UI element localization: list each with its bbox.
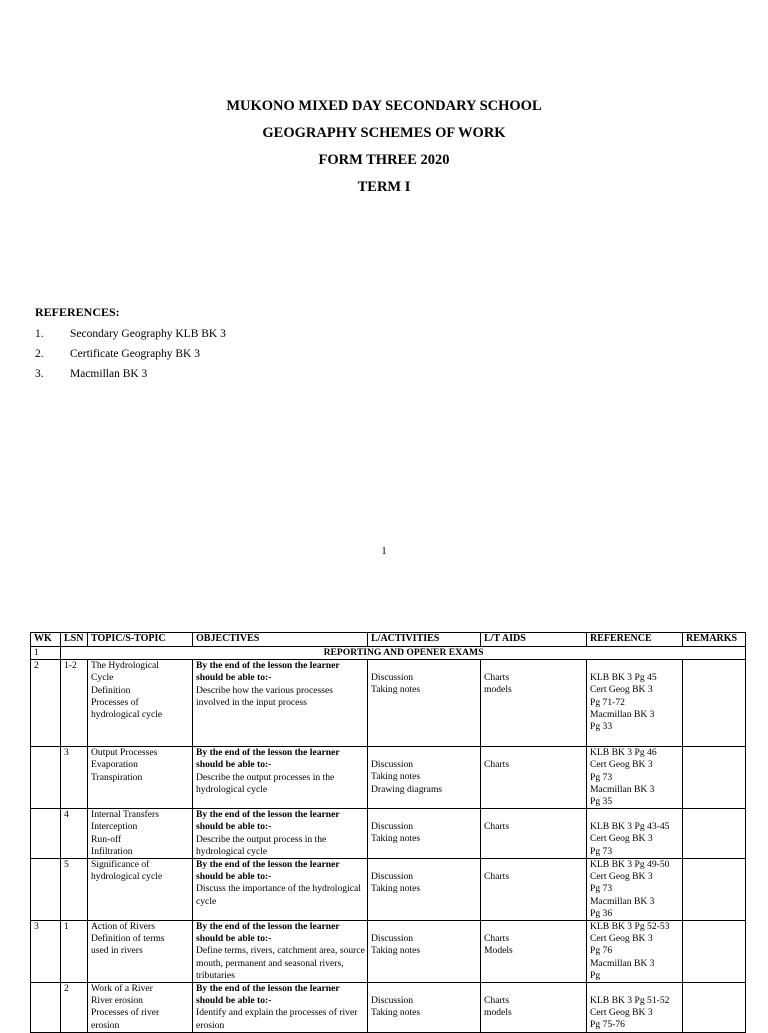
cell-lsn: 4 — [61, 809, 88, 859]
cell-activities: Discussion Taking notes — [368, 859, 481, 921]
table-row — [31, 647, 746, 660]
objective-text: Describe the output process in the hydrological cycle — [196, 833, 327, 857]
cell-objectives — [193, 983, 368, 1033]
cell-lsn: 2 — [61, 983, 88, 1033]
cell-remarks — [683, 921, 746, 983]
cell-aids: Charts models — [481, 660, 587, 747]
cell-wk: 3 — [31, 921, 61, 983]
header-objectives: OBJECTIVES — [193, 633, 368, 647]
references-section — [35, 305, 226, 384]
cell-lsn: 3 — [61, 747, 88, 809]
cell-aids: Charts — [481, 859, 587, 921]
table-row — [31, 809, 746, 859]
cell-reference: KLB BK 3 Pg 46 Cert Geog BK 3 Pg 73 Macmillan BK 3 Pg 35 — [587, 747, 683, 809]
cell-aids: Charts — [481, 747, 587, 809]
reference-item: 1. Secondary Geography KLB BK 3 — [35, 328, 226, 340]
cell-topic: Output Processes Evaporation Transpiration — [88, 747, 193, 809]
cell-wk: 1 — [31, 647, 61, 660]
cell-remarks — [683, 747, 746, 809]
cell-remarks — [683, 809, 746, 859]
cell-topic: Action of Rivers Definition of terms used in rivers — [88, 921, 193, 983]
cell-activities: Discussion Taking notes — [368, 983, 481, 1033]
cell-remarks — [683, 859, 746, 921]
cell-lsn: 1 — [61, 921, 88, 983]
cell-reporting: REPORTING AND OPENER EXAMS — [61, 647, 746, 660]
cell-lsn: 1-2 — [61, 660, 88, 747]
objective-text: Describe how the various processes involved in the input process — [196, 684, 333, 708]
header-aids: L/T AIDS — [481, 633, 587, 647]
objective-heading: By the end of the lesson the learner should be able to:- — [196, 859, 340, 883]
cell-wk — [31, 983, 61, 1033]
cell-reference: KLB BK 3 Pg 45 Cert Geog BK 3 Pg 71-72 Macmillan BK 3 Pg 33 — [587, 660, 683, 747]
cell-reference: KLB BK 3 Pg 43-45 Cert Geog BK 3 Pg 73 — [587, 809, 683, 859]
cell-objectives — [193, 660, 368, 747]
objective-heading: By the end of the lesson the learner should be able to:- — [196, 921, 340, 945]
objective-text: Describe the output processes in the hydrological cycle — [196, 771, 335, 795]
objective-text: Identify and explain the processes of river erosion — [196, 1007, 358, 1031]
cell-wk — [31, 747, 61, 809]
table-row — [31, 660, 746, 747]
cell-remarks — [683, 660, 746, 747]
header-lsn: LSN — [61, 633, 88, 647]
cell-objectives — [193, 809, 368, 859]
header-topic: TOPIC/S-TOPIC — [88, 633, 193, 647]
cell-topic: The Hydrological Cycle Definition Processes of hydrological cycle — [88, 660, 193, 747]
reference-item: 3. Macmillan BK 3 — [35, 368, 148, 380]
cell-activities: Discussion Taking notes — [368, 921, 481, 983]
table-row — [31, 983, 746, 1033]
page-number: 1 — [381, 545, 387, 557]
cell-wk — [31, 809, 61, 859]
scheme-of-work-table — [30, 632, 746, 1033]
header-remarks: REMARKS — [683, 633, 746, 647]
cell-objectives — [193, 747, 368, 809]
cell-aids: Charts — [481, 809, 587, 859]
objective-text: Define terms, rivers, catchment area, source mouth, permanent and seasonal rivers, tributaries — [196, 945, 365, 981]
cell-activities: Discussion Taking notes Drawing diagrams — [368, 747, 481, 809]
table-row — [31, 747, 746, 809]
cell-reference: KLB BK 3 Pg 52-53 Cert Geog BK 3 Pg 76 Macmillan BK 3 Pg — [587, 921, 683, 983]
title-block — [0, 93, 768, 201]
cell-topic: Significance of hydrological cycle — [88, 859, 193, 921]
cell-topic: Work of a River River erosion Processes of river erosion — [88, 983, 193, 1033]
header-activities: L/ACTIVITIES — [368, 633, 481, 647]
table-row — [31, 859, 746, 921]
table-row — [31, 921, 746, 983]
objective-text: Discuss the importance of the hydrological cycle — [196, 883, 361, 907]
header-wk: WK — [31, 633, 61, 647]
objective-heading: By the end of the lesson the learner should be able to:- — [196, 983, 340, 1007]
cell-objectives — [193, 859, 368, 921]
cell-reference: KLB BK 3 Pg 51-52 Cert Geog BK 3 Pg 75-76 — [587, 983, 683, 1033]
cell-aids: Charts models — [481, 983, 587, 1033]
document-title: GEOGRAPHY SCHEMES OF WORK — [262, 125, 506, 141]
form-year: FORM THREE 2020 — [318, 152, 450, 168]
objective-heading: By the end of the lesson the learner should be able to:- — [196, 660, 340, 684]
cell-remarks — [683, 983, 746, 1033]
cell-wk: 2 — [31, 660, 61, 747]
school-name: MUKONO MIXED DAY SECONDARY SCHOOL — [226, 98, 542, 114]
objective-heading: By the end of the lesson the learner should be able to:- — [196, 747, 340, 771]
reference-item: 2. Certificate Geography BK 3 — [35, 348, 200, 360]
term-label: TERM I — [357, 179, 411, 195]
cell-topic: Internal Transfers Interception Run-off Infiltration — [88, 809, 193, 859]
cell-reference: KLB BK 3 Pg 49-50 Cert Geog BK 3 Pg 73 Macmillan BK 3 Pg 36 — [587, 859, 683, 921]
header-reference: REFERENCE — [587, 633, 683, 647]
cell-aids: Charts Models — [481, 921, 587, 983]
scheme-table-container — [30, 632, 745, 1033]
cell-lsn: 5 — [61, 859, 88, 921]
cell-activities: Discussion Taking notes — [368, 660, 481, 747]
cell-wk — [31, 859, 61, 921]
objective-heading: By the end of the lesson the learner should be able to:- — [196, 809, 340, 833]
cell-activities: Discussion Taking notes — [368, 809, 481, 859]
table-header-row — [31, 633, 746, 647]
references-heading: REFERENCES: — [35, 305, 120, 319]
cell-objectives — [193, 921, 368, 983]
